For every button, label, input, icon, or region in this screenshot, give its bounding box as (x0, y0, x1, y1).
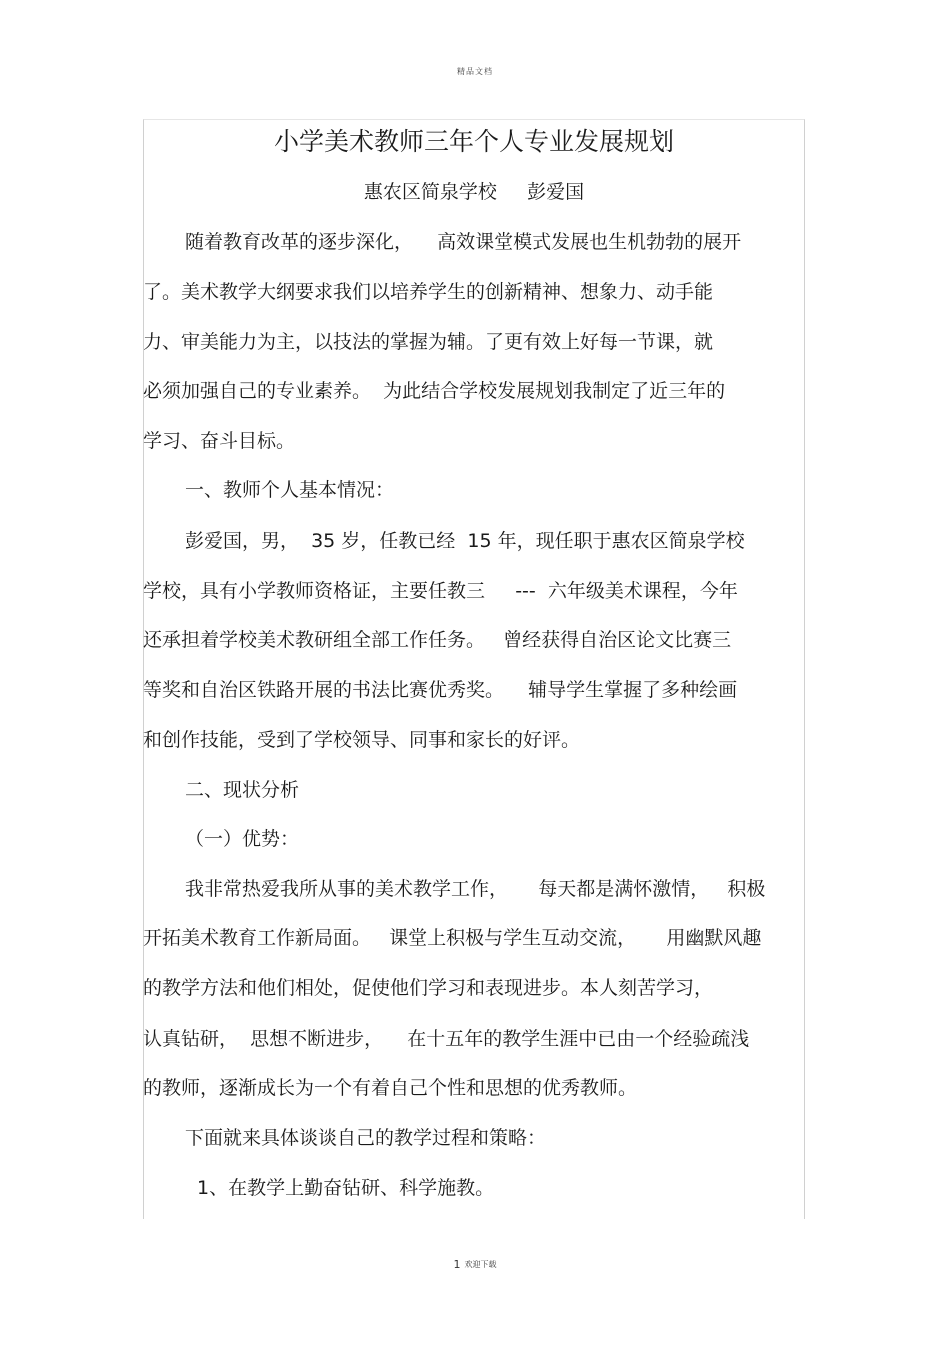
paragraph-line: 等奖和自治区铁路开展的书法比赛优秀奖。 辅导学生掌握了多种绘画 (143, 679, 738, 701)
header-note: 精品文档 (457, 67, 493, 76)
paragraph-line: 随着教育改革的逐步深化， 高效课堂模式发展也生机勃勃的展开 (185, 231, 742, 253)
paragraph-line: 开拓美术教育工作新局面。 课堂上积极与学生互动交流， 用幽默风趣 (143, 927, 762, 949)
paragraph-line: 力、审美能力为主，以技法的掌握为辅。了更有效上好每一节课，就 (143, 331, 714, 353)
paragraph-line: 下面就来具体谈谈自己的教学过程和策略： (185, 1127, 547, 1149)
paragraph-line: 彭爱国，男， 35 岁，任教已经 15 年，现任职于惠农区简泉学校 (185, 530, 745, 552)
document-subtitle: 惠农区简泉学校 彭爱国 (363, 181, 585, 203)
paragraph-line: 必须加强自己的专业素养。 为此结合学校发展规划我制定了近三年的 (143, 380, 726, 402)
section-heading: 二、现状分析 (185, 779, 300, 801)
paragraph-line: 和创作技能，受到了学校领导、同事和家长的好评。 (143, 729, 581, 751)
paragraph-line: 学校，具有小学教师资格证，主要任教三 --- 六年级美术课程，今年 (143, 580, 738, 602)
document-title: 小学美术教师三年个人专业发展规划 (273, 127, 674, 156)
paragraph-line: 的教学方法和他们相处，促使他们学习和表现进步。本人刻苦学习， (143, 977, 714, 999)
paragraph-line: 学习、奋斗目标。 (143, 430, 296, 452)
subsection-heading: （一）优势： (185, 828, 300, 850)
section-heading: 一、教师个人基本情况： (185, 479, 395, 501)
paragraph-line: 认真钻研， 思想不断进步， 在十五年的教学生涯中已由一个经验疏浅 (143, 1028, 750, 1050)
footer-text: 欢迎下载 (464, 1260, 497, 1269)
paragraph-line: 我非常热爱我所从事的美术教学工作， 每天都是满怀激情， 积极 (185, 878, 766, 900)
list-item: 1、在教学上勤奋钻研、科学施教。 (197, 1177, 495, 1199)
paragraph-line: 的教师，逐渐成长为一个有着自己个性和思想的优秀教师。 (143, 1077, 638, 1099)
page-footer (0, 1258, 950, 1271)
page-number: 1 (453, 1258, 461, 1271)
paragraph-line: 了。美术教学大纲要求我们以培养学生的创新精神、想象力、动手能 (143, 281, 714, 303)
paragraph-line: 还承担着学校美术教研组全部工作任务。 曾经获得自治区论文比赛三 (143, 629, 732, 651)
